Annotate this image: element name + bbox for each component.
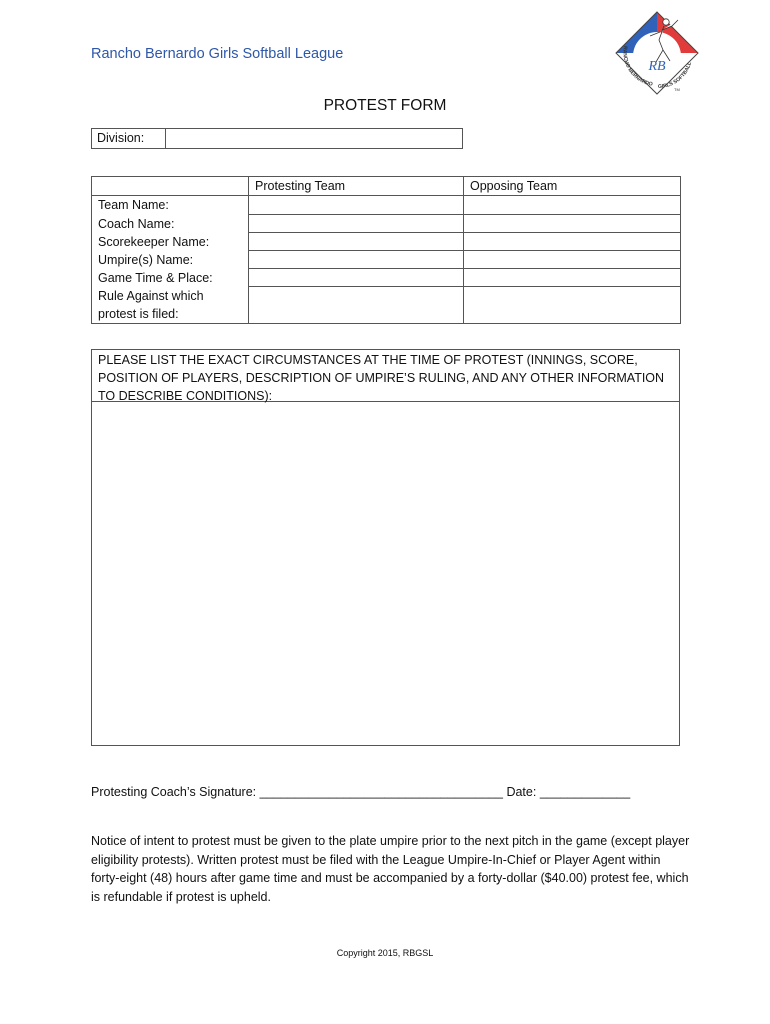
signature-input[interactable]: ___________________________________ xyxy=(259,785,503,799)
protesting-team-header: Protesting Team xyxy=(249,177,464,196)
opposing-rule-input[interactable] xyxy=(464,287,681,324)
table-header-blank xyxy=(92,177,249,196)
table-row xyxy=(92,196,681,215)
opposing-scorekeeper-name-input[interactable] xyxy=(464,233,681,251)
circumstances-prompt: PLEASE LIST THE EXACT CIRCUMSTANCES AT THE TIME OF PROTEST (INNINGS, SCORE, POSITION OF PLAYERS, DESCRIPTION OF UMPIRE’S RULING, AND ANY OTHER INFORMATION TO DESCRIBE CONDITIONS): xyxy=(92,350,679,402)
umpire-name-label: Umpire(s) Name: xyxy=(92,251,249,269)
table-row xyxy=(92,251,681,269)
opposing-team-name-input[interactable] xyxy=(464,196,681,215)
logo-ring-text-right: GIRLS SOFTBALL xyxy=(657,61,694,91)
page-title: PROTEST FORM xyxy=(323,97,447,114)
table-row xyxy=(92,215,681,233)
game-time-place-label: Game Time & Place: xyxy=(92,269,249,287)
date-input[interactable]: _____________ xyxy=(539,785,631,799)
opposing-umpire-name-input[interactable] xyxy=(464,251,681,269)
notice-paragraph: Notice of intent to protest must be given to the plate umpire prior to the next pitch in the game (except player eligibility protests). Written protest must be filed with the League Umpire-In-Chief or Player Agent within forty-eight (48) hours after game time and must be accompanied by a forty-dollar ($40.00) protest fee, which is refundable if protest is upheld. xyxy=(91,834,690,904)
circumstances-textarea[interactable] xyxy=(92,402,679,742)
opposing-coach-name-input[interactable] xyxy=(464,215,681,233)
protesting-umpire-name-input[interactable] xyxy=(249,251,464,269)
logo-ring-text-left: RANCHO BERNARDO xyxy=(621,45,654,88)
scorekeeper-name-label: Scorekeeper Name: xyxy=(92,233,249,251)
league-name: Rancho Bernardo Girls Softball League xyxy=(91,46,344,62)
date-label: Date: xyxy=(506,785,537,799)
coach-name-label: Coach Name: xyxy=(92,215,249,233)
team-name-label: Team Name: xyxy=(92,196,249,215)
division-label: Division: xyxy=(92,129,166,148)
logo-monogram: RB xyxy=(648,59,666,74)
table-row xyxy=(92,269,681,287)
circumstances-box xyxy=(91,349,680,746)
table-row xyxy=(92,233,681,251)
table-row xyxy=(92,287,681,324)
copyright: Copyright 2015, RBGSL xyxy=(336,948,434,958)
softball-diamond-logo xyxy=(610,6,704,100)
protesting-coach-name-input[interactable] xyxy=(249,215,464,233)
opposing-team-header: Opposing Team xyxy=(464,177,681,196)
table-header-row xyxy=(92,177,681,196)
logo-trademark: TM xyxy=(674,87,680,92)
protesting-rule-input[interactable] xyxy=(249,287,464,324)
rule-label: Rule Against which protest is filed: xyxy=(92,287,249,324)
division-field-row xyxy=(91,128,463,149)
protesting-game-time-place-input[interactable] xyxy=(249,269,464,287)
signature-line xyxy=(91,785,630,799)
teams-table xyxy=(91,176,681,324)
protesting-scorekeeper-name-input[interactable] xyxy=(249,233,464,251)
division-input[interactable] xyxy=(166,129,462,148)
signature-label: Protesting Coach’s Signature: xyxy=(91,785,257,799)
protesting-team-name-input[interactable] xyxy=(249,196,464,215)
opposing-game-time-place-input[interactable] xyxy=(464,269,681,287)
